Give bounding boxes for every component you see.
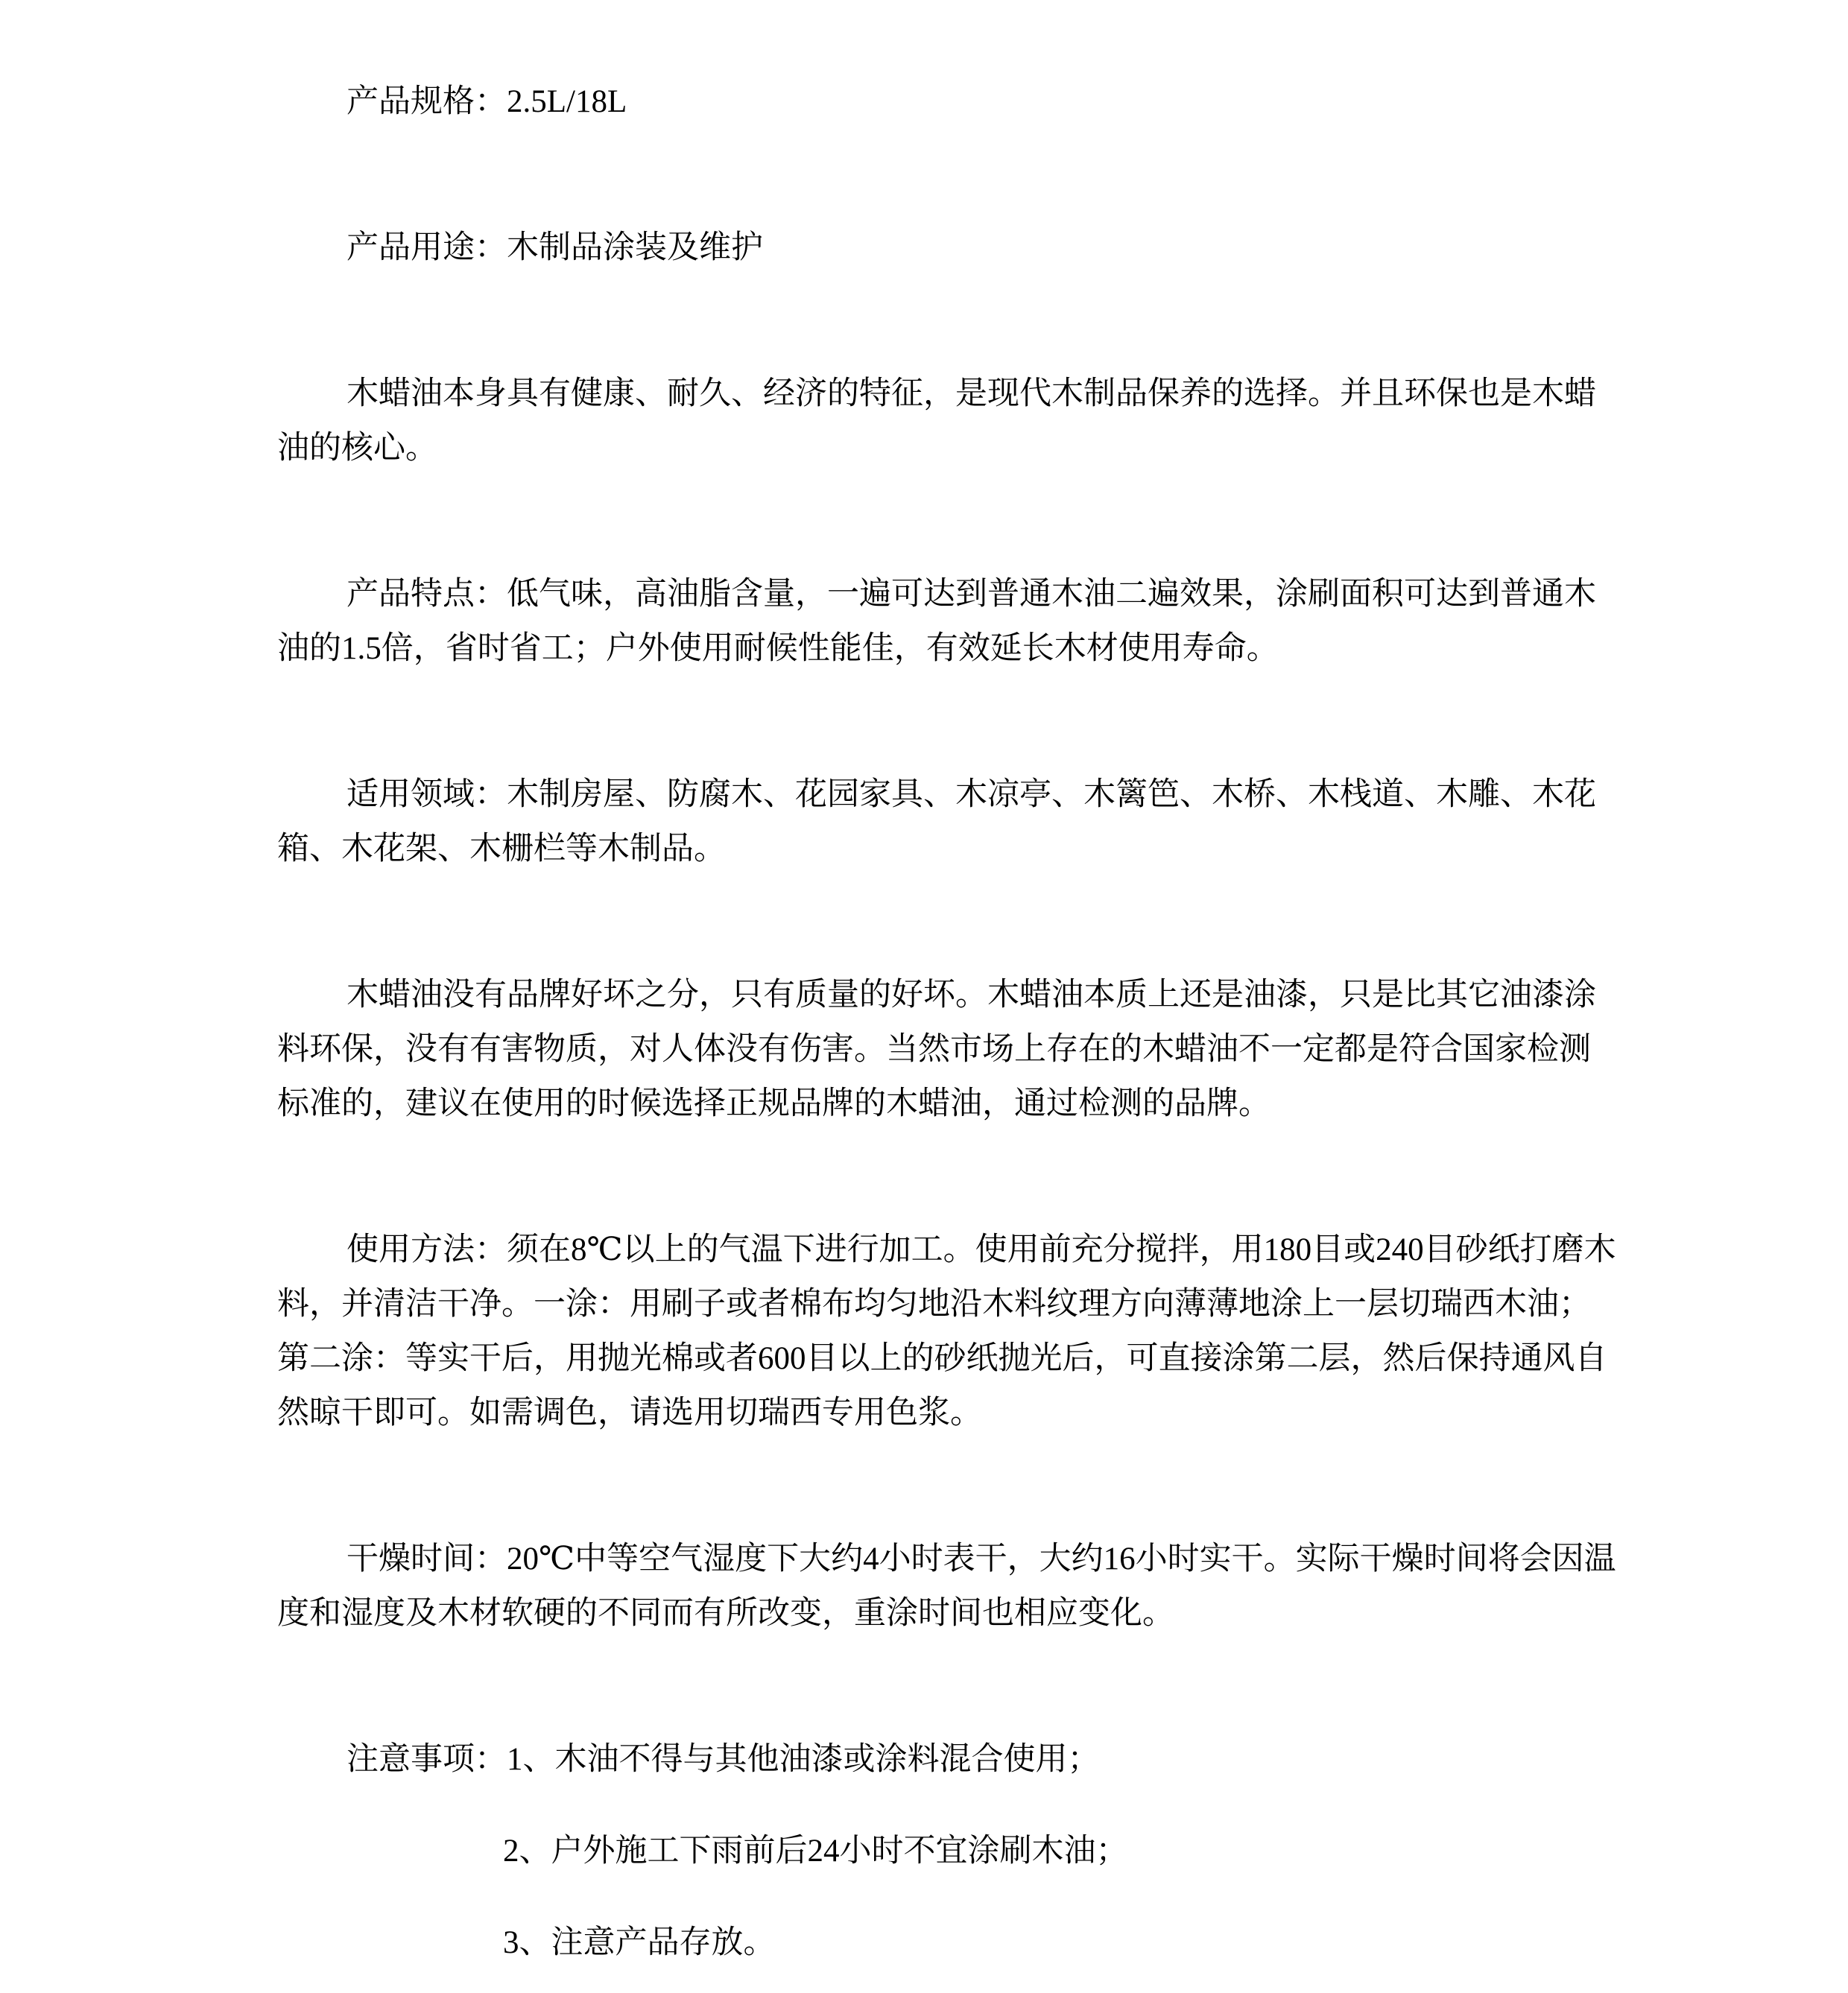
text-line: 料，并清洁干净。一涂：用刷子或者棉布均匀地沿木料纹理方向薄薄地涂上一层切瑞西木油；	[277, 1287, 1591, 1322]
text-line: 标准的，建议在使用的时候选择正规品牌的木蜡油，通过检测的品牌。	[277, 1086, 1270, 1121]
precautions-item-1	[277, 1732, 1602, 1787]
product-use-paragraph	[277, 221, 1602, 275]
application-fields-paragraph	[277, 767, 1602, 876]
product-spec-paragraph	[277, 75, 1602, 129]
drying-time-paragraph	[277, 1532, 1616, 1641]
text-line: 木蜡油本身具有健康、耐久、经济的特征，是现代木制品保养的选择。并且环保也是木蜡	[346, 376, 1596, 411]
text-line: 油的核心。	[277, 431, 437, 466]
text-line: 箱、木花架、木栅栏等木制品。	[277, 831, 726, 866]
text-line: 干燥时间：20℃中等空气湿度下大约4小时表干，大约16小时实干。实际干燥时间将会因温	[346, 1542, 1616, 1577]
quality-note-paragraph	[277, 968, 1602, 1131]
text-line: 3、注意产品存放。	[503, 1925, 776, 1960]
text-line: 木蜡油没有品牌好坏之分，只有质量的好坏。木蜡油本质上还是油漆，只是比其它油漆涂	[346, 978, 1596, 1013]
text-line: 适用领域：木制房屋、防腐木、花园家具、木凉亭、木篱笆、木桥、木栈道、木雕、木花	[346, 777, 1596, 812]
text-line: 产品规格：2.5L/18L	[346, 84, 627, 119]
text-line: 然晾干即可。如需调色，请选用切瑞西专用色浆。	[277, 1395, 982, 1430]
text-line: 2、户外施工下雨前后24小时不宜涂刷木油；	[503, 1834, 1128, 1869]
text-line: 产品用途：木制品涂装及维护	[346, 230, 763, 265]
precautions-item-3	[503, 1916, 1602, 1970]
product-features-paragraph	[277, 567, 1602, 676]
text-line: 料环保，没有有害物质，对人体没有伤害。当然市场上存在的木蜡油不一定都是符合国家检测	[277, 1032, 1591, 1067]
text-line: 度和湿度及木材软硬的不同而有所改变，重涂时间也相应变化。	[277, 1596, 1174, 1631]
text-line: 注意事项：1、木油不得与其他油漆或涂料混合使用；	[346, 1742, 1100, 1777]
text-line: 产品特点：低气味，高油脂含量，一遍可达到普通木油二遍效果，涂刷面积可达到普通木	[346, 577, 1596, 612]
usage-method-paragraph	[277, 1223, 1616, 1440]
text-line: 第二涂：等实干后，用抛光棉或者600目以上的砂纸抛光后，可直接涂第二层，然后保持通风自	[277, 1341, 1607, 1376]
text-line: 油的1.5倍，省时省工；户外使用耐候性能佳，有效延长木材使用寿命。	[277, 631, 1279, 666]
product-intro-paragraph	[277, 367, 1602, 475]
precautions-item-2	[503, 1824, 1602, 1878]
text-line: 使用方法：须在8℃以上的气温下进行加工。使用前充分搅拌，用180目或240目砂纸打磨木	[346, 1232, 1616, 1267]
